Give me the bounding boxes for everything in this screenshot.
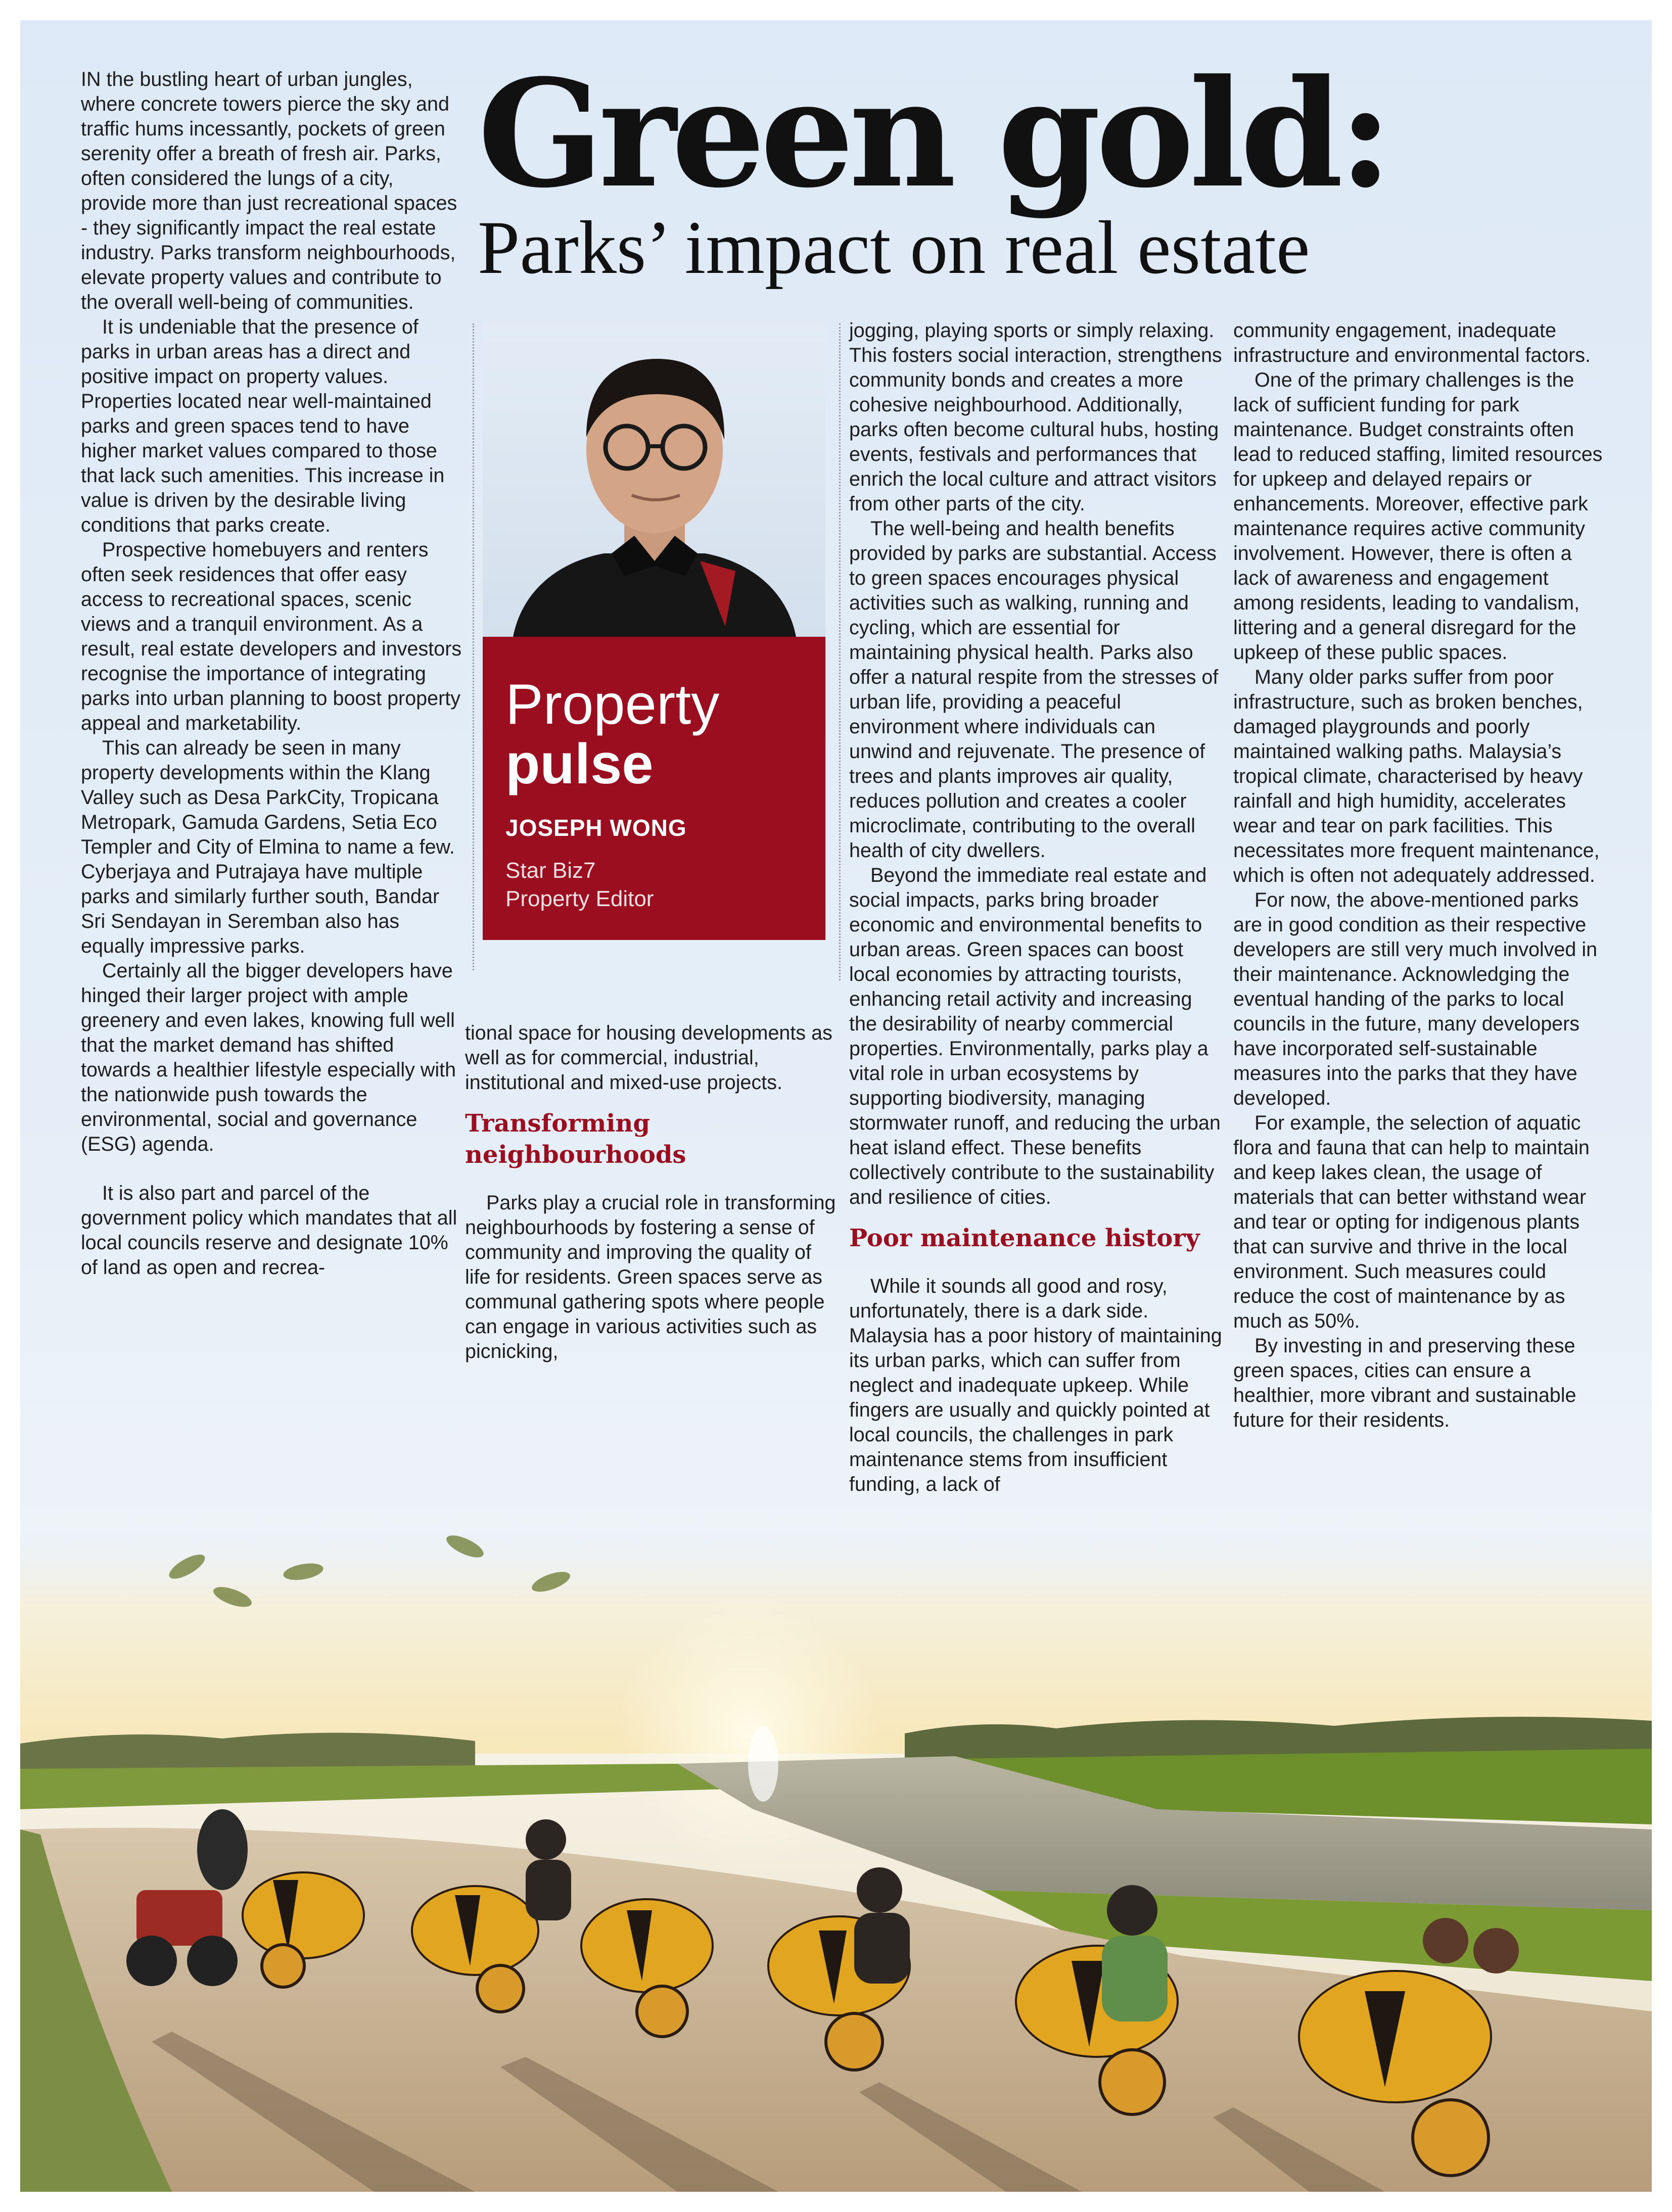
section-heading: Transforming neighbourhoods — [465, 1109, 686, 1169]
body-paragraph: Parks play a crucial role in transforming neighbourhoods by fostering a sense of community and improving the quality of life for residents. Green spaces serve as communal gathering spots where people can engage in various activities such as picnicking, — [465, 1192, 836, 1362]
body-paragraph: For example, the selection of aquatic flora and fauna that can help to maintain and keep lakes clean, the usage of materials that can better withstand wear and tear or opting for indigenous plants that can survive and thrive in the local environment. Such measures could reduce the cost of maintenance by as much as 50%. — [1233, 1112, 1590, 1332]
park-photo — [20, 1526, 1652, 2192]
body-paragraph: tional space for housing developments as well as for commercial, industrial, institutional and mixed-use projects. — [465, 1022, 832, 1094]
column-divider — [839, 323, 841, 980]
body-paragraph: Many older parks suffer from poor infrastructure, such as broken benches, damaged playgrounds and poorly maintained walking paths. Malaysia’s tropical climate, characterised by heavy rainfall and high humidity, accelerates wear and tear on park facilities. This necessitates more frequent maintenance, which is often not adequately addressed. — [1233, 666, 1600, 886]
article-column-1 — [81, 67, 462, 1280]
body-paragraph: Prospective homebuyers and renters often seek residences that offer easy access to recreational spaces, scenic views and a tranquil environment. As a result, real estate developers and investors recognise the importance of integrating parks into urban planning to boost property appeal and marketability. — [81, 539, 462, 734]
newspaper-page — [20, 20, 1652, 2192]
author-role-line1: Star Biz7 — [505, 858, 596, 883]
column-brand-box — [483, 637, 825, 940]
author-role-line2: Property Editor — [505, 886, 654, 911]
column-divider — [473, 323, 474, 970]
section-heading: Poor maintenance history — [849, 1224, 1200, 1252]
article-column-4 — [1233, 318, 1605, 1433]
body-paragraph: Beyond the immediate real estate and social impacts, parks bring broader economic and environmental benefits to urban areas. Green spaces can boost local economies by attracting tourists, enhancing retail activity and increasing the desirability of nearby commercial properties. Environmentally, parks play a vital role in urban ecosystems by supporting biodiversity, managing stormwater runoff, and reducing the urban heat island effect. These benefits collectively contribute to the sustainability and resilience of cities. — [849, 864, 1221, 1208]
column-name-line1: Property — [505, 673, 720, 736]
body-paragraph: IN the bustling heart of urban jungles, where concrete towers pierce the sky and traffic hums incessantly, pockets of green serenity offer a breath of fresh air. Parks, often considered the lungs of a city, provide more than just recreational spaces - they significantly impact the real estate industry. Parks transform neighbourhoods, elevate property values and contribute to the overall well-being of communities. — [81, 68, 457, 313]
column-name-line2: pulse — [505, 732, 654, 795]
body-paragraph: While it sounds all good and rosy, unfortunately, there is a dark side. Malaysia has a poor history of maintaining its urban parks, which can suffer from neglect and inadequate upkeep. While fingers are usually and quickly pointed at local councils, the challenges in park maintenance stems from insufficient funding, a lack of — [849, 1275, 1222, 1495]
body-paragraph: community engagement, inadequate infrastructure and environmental factors. — [1233, 319, 1591, 366]
article-column-2 — [465, 1021, 839, 1364]
author-name: JOSEPH WONG — [505, 815, 687, 841]
body-paragraph: For now, the above-mentioned parks are in good condition as their respective developers are still very much involved in their maintenance. Acknowledging the eventual handing of the parks to local councils in the future, many developers have incorporated self-sustainable measures into the parks that they have developed. — [1233, 889, 1598, 1109]
body-paragraph: Certainly all the bigger developers have hinged their larger project with ample greenery and even lakes, knowing full well that the market demand has shifted towards a healthier lifestyle especially with the nationwide push towards the environmental, social and governance (ESG) agenda. — [81, 960, 456, 1155]
subheadline: Parks’ impact on real estate — [478, 206, 1310, 290]
article-column-3 — [849, 318, 1223, 1497]
headline: Green gold: — [478, 47, 1388, 220]
body-paragraph: By investing in and preserving these green spaces, cities can ensure a healthier, more vibrant and sustainable future for their residents. — [1233, 1335, 1576, 1431]
body-paragraph: It is undeniable that the presence of parks in urban areas has a direct and positive impact on property values. Properties located near well-maintained parks and green spaces tend to have higher market values compared to those that lack such amenities. This increase in value is driven by the desirable living conditions that parks create. — [81, 316, 445, 536]
author-photo — [483, 323, 825, 637]
author-portrait-image — [483, 323, 825, 637]
body-paragraph: jogging, playing sports or simply relaxing. This fosters social interaction, strengthens community bonds and creates a more cohesive neighbourhood. Additionally, parks often become cultural hubs, hosting events, festivals and performances that enrich the local culture and attract visitors from other parts of the city. — [849, 319, 1222, 515]
body-paragraph: The well-being and health benefits provided by parks are substantial. Access to green spaces encourages physical activities such as walking, running and cycling, which are essential for maintaining physical health. Parks also offer a natural respite from the stresses of urban life, providing a peaceful environment where individuals can unwind and rejuvenate. The presence of trees and plants improves air quality, reduces pollution and creates a cooler microclimate, contributing to the overall health of city dwellers. — [849, 517, 1219, 862]
body-paragraph: It is also part and parcel of the government policy which mandates that all local councils reserve and designate 10% of land as open and recrea- — [81, 1182, 457, 1279]
body-paragraph: One of the primary challenges is the lack of sufficient funding for park maintenance. Budget constraints often lead to reduced staffing, limited resources for upkeep and delayed repairs or enhancements. Moreover, effective park maintenance requires active community involvement. However, there is often a lack of awareness and engagement among residents, leading to vandalism, littering and a general disregard for the upkeep of these public spaces. — [1233, 369, 1603, 664]
body-paragraph: This can already be seen in many property developments within the Klang Valley such as Desa ParkCity, Tropicana Metropark, Gamuda Gardens, Setia Eco Templer and City of Elmina to name a few. Cyberjaya and Putrajaya have multiple parks and similarly further south, Bandar Sri Sendayan in Seremban also has equally impressive parks. — [81, 737, 455, 957]
